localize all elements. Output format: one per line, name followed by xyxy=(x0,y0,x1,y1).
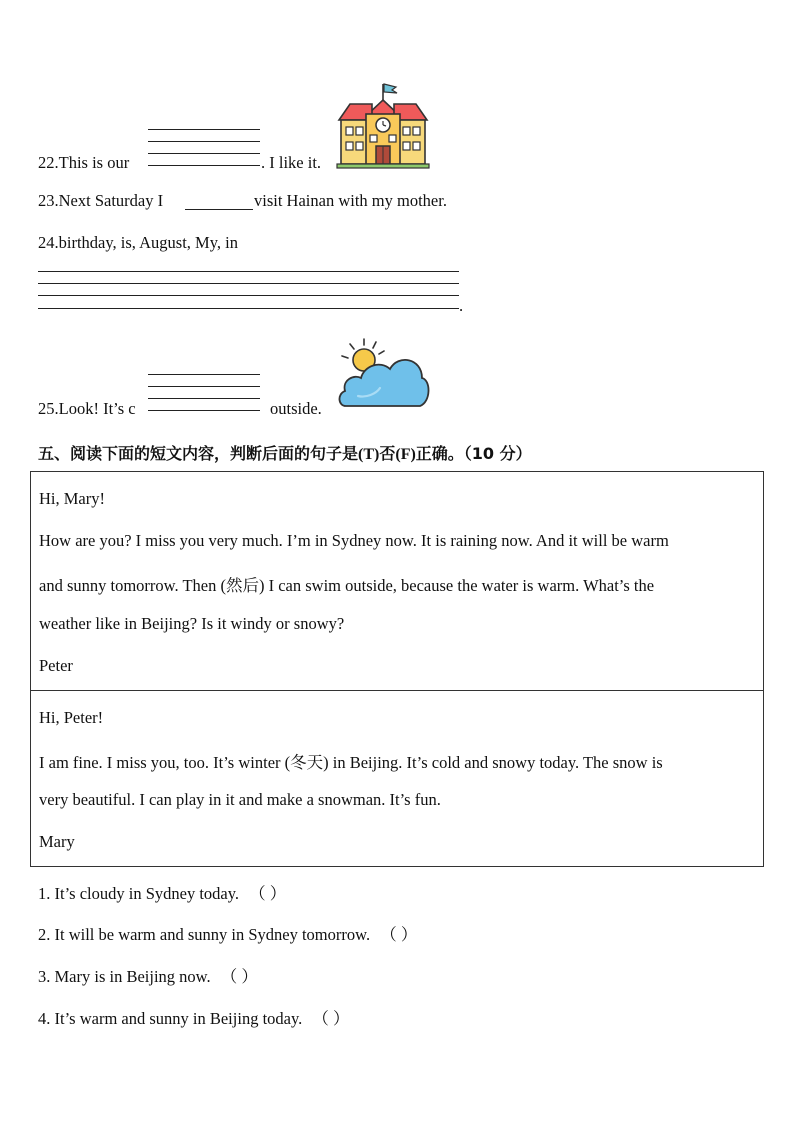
judgement-item xyxy=(38,880,286,904)
judgement-item xyxy=(38,963,258,987)
letter-line: weather like in Beijing? Is it windy or snowy? xyxy=(39,614,345,633)
question-text-after: . I like it. xyxy=(261,153,322,172)
section-heading: 五、阅读下面的短文内容，判断后面的句子是(T)否(F)正确。（10 分） xyxy=(38,444,532,463)
letter-line: How are you? I miss you very much. I’m in Sydney now. It is raining now. And it will be warm xyxy=(39,531,669,550)
letter-greeting: Hi, Peter! xyxy=(39,708,104,727)
letter-signature: Mary xyxy=(39,832,75,851)
writing-line xyxy=(38,295,459,296)
answer-line xyxy=(148,129,260,130)
question-text: This is our xyxy=(58,153,130,172)
answer-line xyxy=(148,410,260,411)
answer-parentheses[interactable]: （ ） xyxy=(249,884,287,903)
question-number: 24. xyxy=(38,233,59,252)
writing-line xyxy=(38,308,459,309)
letter-line: and sunny tomorrow. Then (然后) I can swim outside, because the water is warm. What’s the xyxy=(39,576,655,595)
answer-line xyxy=(148,165,260,166)
letter-from-mary xyxy=(31,691,763,866)
writing-line xyxy=(38,271,459,272)
judgement-item xyxy=(38,921,417,945)
answer-parentheses[interactable]: （ ） xyxy=(312,1009,350,1028)
question-text: Next Saturday I xyxy=(58,191,164,210)
letter-signature: Peter xyxy=(39,656,73,675)
school-building-icon xyxy=(336,80,430,170)
judgement-statement: 1. It’s cloudy in Sydney today. xyxy=(38,884,240,903)
letter-greeting: Hi, Mary! xyxy=(39,489,105,508)
answer-parentheses[interactable]: （ ） xyxy=(220,967,258,986)
cloud-sun-icon xyxy=(336,336,430,414)
answer-line xyxy=(148,153,260,154)
question-number: 23. xyxy=(38,191,59,210)
answer-parentheses[interactable]: （ ） xyxy=(380,925,418,944)
question-text: birthday, is, August, My, in xyxy=(58,233,238,252)
question-number: 22. xyxy=(38,153,59,172)
letter-line: very beautiful. I can play in it and make a snowman. It’s fun. xyxy=(39,790,441,809)
judgement-statement: 4. It’s warm and sunny in Beijing today. xyxy=(38,1009,303,1028)
question-text-after: outside. xyxy=(270,399,322,418)
letter-line: I am fine. I miss you, too. It’s winter (冬天) in Beijing. It’s cold and snowy today. The snow is xyxy=(39,753,663,772)
judgement-item xyxy=(38,1005,350,1029)
question-number: 25. xyxy=(38,399,59,418)
judgement-statement: 2. It will be warm and sunny in Sydney tomorrow. xyxy=(38,925,371,944)
answer-line xyxy=(148,374,260,375)
end-period: . xyxy=(459,296,464,315)
answer-line xyxy=(148,398,260,399)
answer-blank xyxy=(185,209,253,210)
letters-table xyxy=(30,471,764,867)
answer-line xyxy=(148,386,260,387)
writing-line xyxy=(38,283,459,284)
question-text: Look! It’s c xyxy=(58,399,136,418)
judgement-statement: 3. Mary is in Beijing now. xyxy=(38,967,211,986)
question-text-after: visit Hainan with my mother. xyxy=(254,191,447,210)
letter-from-peter xyxy=(31,472,763,691)
answer-line xyxy=(148,141,260,142)
